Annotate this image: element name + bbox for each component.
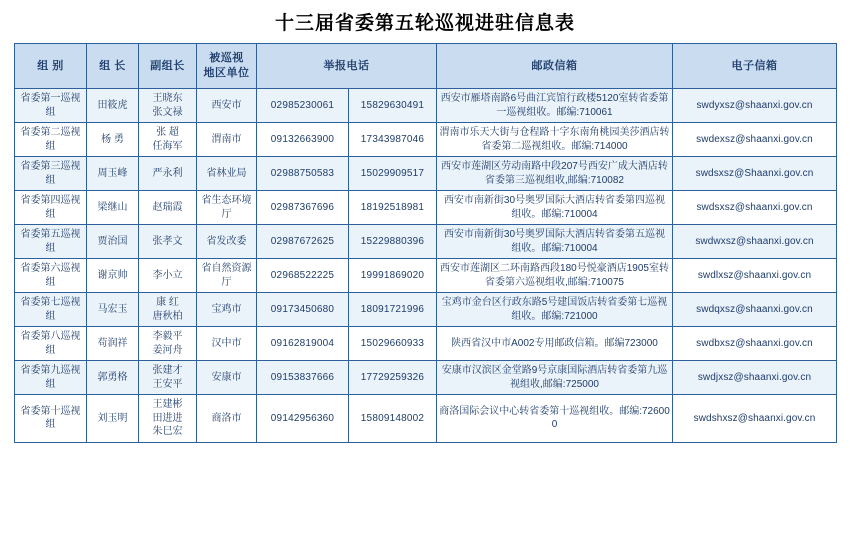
table-row [15,225,837,259]
cell-address: 西安市莲湖区二环南路西段180号悦豪酒店1905室转省委第六巡视组收,邮编:710075 [437,259,673,293]
cell-leader: 贾治国 [87,225,139,259]
cell-leader: 郭勇格 [87,361,139,395]
cell-deputy [139,327,197,361]
cell-leader: 苟润祥 [87,327,139,361]
cell-deputy [139,361,197,395]
cell-unit: 省发改委 [197,225,257,259]
cell-phone-primary: 02988750583 [257,157,349,191]
deputy-list [141,126,194,153]
table-row [15,89,837,123]
cell-email: swdlxsz@shaanxi.gov.cn [673,259,837,293]
cell-leader: 谢京帅 [87,259,139,293]
cell-deputy [139,89,197,123]
cell-phone-primary: 02987367696 [257,191,349,225]
deputy-list [141,398,194,439]
table-row [15,191,837,225]
cell-phone-primary: 09132663900 [257,123,349,157]
cell-phone-primary: 09162819004 [257,327,349,361]
deputy-list [141,235,194,249]
cell-address: 西安市南新街30号奥罗国际大酒店转省委第五巡视组收。邮编:710004 [437,225,673,259]
table-row [15,157,837,191]
cell-group: 省委第二巡视组 [15,123,87,157]
cell-deputy [139,225,197,259]
cell-address: 渭南市乐天大街与仓程路十字东南角桃园美莎酒店转省委第二巡视组收。邮编:714000 [437,123,673,157]
cell-address: 西安市南新街30号奥罗国际大酒店转省委第四巡视组收。邮编:710004 [437,191,673,225]
cell-phone-primary: 09173450680 [257,293,349,327]
cell-email: swdyxsz@shaanxi.gov.cn [673,89,837,123]
cell-phone-primary: 09153837666 [257,361,349,395]
column-header-unit-line1: 被巡视 [209,52,244,65]
table-row [15,361,837,395]
cell-email: swdjxsz@shaanxi.gov.cn [673,361,837,395]
cell-group: 省委第七巡视组 [15,293,87,327]
cell-email: swdsxsz@shaanxi.gov.cn [673,191,837,225]
deputy-name: 严永利 [152,167,183,179]
column-header-email: 电子信箱 [673,44,837,89]
cell-phone-secondary: 15809148002 [349,395,437,443]
deputy-list [141,296,194,323]
page-title: 十三届省委第五轮巡视进驻信息表 [274,13,575,34]
cell-address: 安康市汉滨区金堂路9号京康国际酒店转省委第九巡视组收,邮编:725000 [437,361,673,395]
table-row [15,327,837,361]
cell-leader: 周玉峰 [87,157,139,191]
column-header-phone: 举报电话 [257,44,437,89]
deputy-name: 朱巳宏 [152,426,183,437]
cell-email: swdexsz@shaanxi.gov.cn [673,123,837,157]
table-body [15,89,837,443]
deputy-name: 任海军 [152,140,183,152]
cell-leader: 马宏玉 [87,293,139,327]
deputy-name: 田进进 [152,412,183,424]
cell-unit: 宝鸡市 [197,293,257,327]
cell-address: 陕西省汉中市A002专用邮政信箱。邮编723000 [437,327,673,361]
header-row [15,44,837,89]
cell-unit: 西安市 [197,89,257,123]
cell-unit: 商洛市 [197,395,257,443]
column-header-group: 组 别 [15,44,87,89]
deputy-name: 唐秋柏 [152,310,183,322]
deputy-name: 张孝文 [152,235,183,247]
cell-group: 省委第三巡视组 [15,157,87,191]
cell-deputy [139,191,197,225]
cell-phone-secondary: 18192518981 [349,191,437,225]
cell-group: 省委第八巡视组 [15,327,87,361]
cell-phone-secondary: 18091721996 [349,293,437,327]
cell-phone-secondary: 15829630491 [349,89,437,123]
cell-unit: 安康市 [197,361,257,395]
cell-unit: 省生态环境厅 [197,191,257,225]
cell-email: swdbxsz@shaanxi.gov.cn [673,327,837,361]
deputy-name: 张 超 [156,127,179,138]
cell-phone-primary: 09142956360 [257,395,349,443]
deputy-name: 康 红 [156,297,179,308]
cell-phone-secondary: 15029660933 [349,327,437,361]
column-header-address: 邮政信箱 [437,44,673,89]
cell-phone-primary: 02985230061 [257,89,349,123]
table-row [15,293,837,327]
cell-group: 省委第一巡视组 [15,89,87,123]
cell-group: 省委第五巡视组 [15,225,87,259]
cell-email: swdshxsz@shaanxi.gov.cn [673,395,837,443]
cell-phone-secondary: 17729259326 [349,361,437,395]
cell-deputy [139,395,197,443]
deputy-name: 李小立 [152,269,183,281]
deputy-name: 张文禄 [152,106,183,118]
deputy-name: 王安平 [152,378,183,390]
inspection-info-table [14,43,837,443]
table-row [15,123,837,157]
deputy-name: 姜河舟 [152,344,183,356]
cell-phone-primary: 02968522225 [257,259,349,293]
deputy-list [141,201,194,215]
table-row [15,395,837,443]
deputy-list [141,330,194,357]
cell-phone-secondary: 17343987046 [349,123,437,157]
cell-phone-secondary: 15229880396 [349,225,437,259]
cell-phone-secondary: 19991869020 [349,259,437,293]
deputy-name: 王建彬 [152,399,183,410]
cell-deputy [139,293,197,327]
deputy-name: 王晓东 [152,93,183,104]
column-header-unit [197,44,257,89]
cell-deputy [139,259,197,293]
deputy-name: 赵瑞霞 [152,201,183,213]
cell-phone-secondary: 15029909517 [349,157,437,191]
table-header [15,44,837,89]
cell-email: swdsxsz@Shaanxi.gov.cn [673,157,837,191]
table-container [0,43,850,443]
cell-leader: 刘玉明 [87,395,139,443]
deputy-list [141,364,194,391]
cell-deputy [139,123,197,157]
cell-group: 省委第四巡视组 [15,191,87,225]
deputy-name: 张建才 [152,365,183,376]
cell-group: 省委第六巡视组 [15,259,87,293]
cell-email: swdqxsz@shaanxi.gov.cn [673,293,837,327]
deputy-list [141,167,194,181]
cell-unit: 省自然资源厅 [197,259,257,293]
cell-address: 西安市莲湖区劳动南路中段207号西安广成大酒店转省委第三巡视组收,邮编:710082 [437,157,673,191]
column-header-unit-line2: 地区单位 [203,67,250,79]
cell-leader: 梁继山 [87,191,139,225]
cell-email: swdwxsz@shaanxi.gov.cn [673,225,837,259]
deputy-list [141,269,194,283]
cell-unit: 渭南市 [197,123,257,157]
cell-group: 省委第十巡视组 [15,395,87,443]
cell-phone-primary: 02987672625 [257,225,349,259]
deputy-name: 李毅平 [152,331,183,342]
cell-unit: 汉中市 [197,327,257,361]
cell-address: 商洛国际会议中心转省委第十巡视组收。邮编:726000 [437,395,673,443]
column-header-leader: 组 长 [87,44,139,89]
column-header-deputy: 副组长 [139,44,197,89]
cell-leader: 田筱虎 [87,89,139,123]
cell-group: 省委第九巡视组 [15,361,87,395]
cell-address: 宝鸡市金台区行政东路5号建国饭店转省委第七巡视组收。邮编:721000 [437,293,673,327]
cell-deputy [139,157,197,191]
cell-address: 西安市雁塔南路6号曲江宾馆行政楼5120室转省委第一巡视组收。邮编:710061 [437,89,673,123]
table-row [15,259,837,293]
cell-unit: 省林业局 [197,157,257,191]
cell-leader: 杨 勇 [87,123,139,157]
deputy-list [141,92,194,119]
